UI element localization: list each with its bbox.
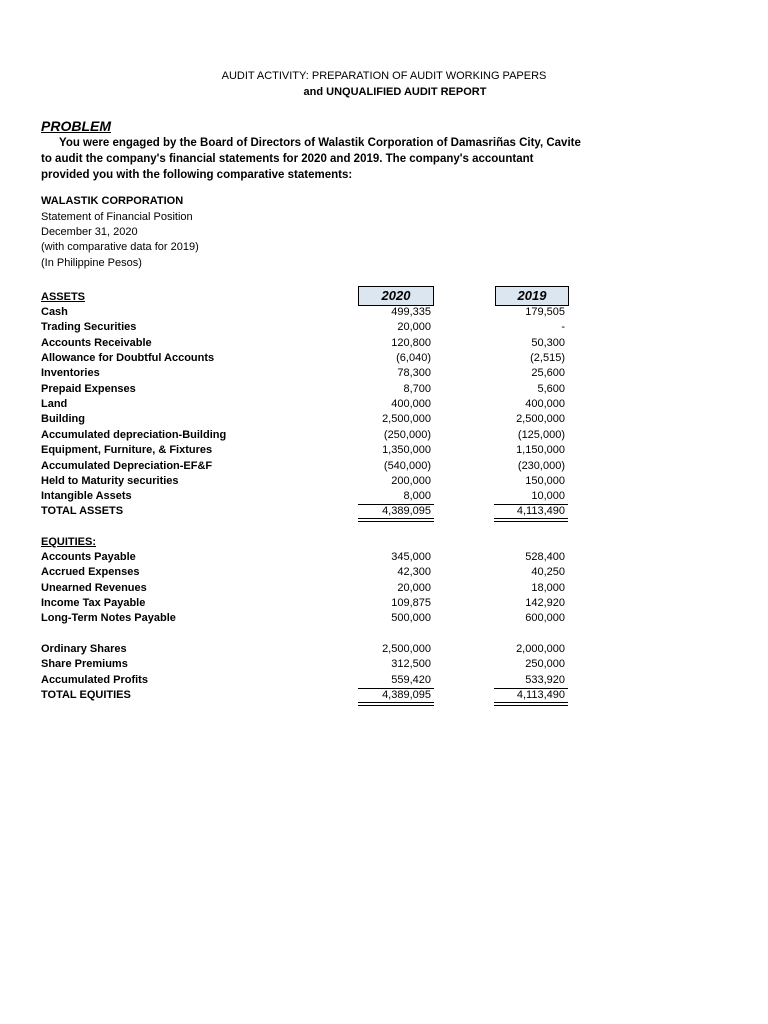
liability-2020: 345,000 xyxy=(391,551,431,563)
problem-text-body: You were engaged by the Board of Directors of Walastik Corporation of Damasriñas City, Cavite to audit the company's financial statements for 2020 and 2019. The company's accountant provided you with the following comparative statements: xyxy=(41,137,581,181)
equity-2020: 559,420 xyxy=(391,673,431,686)
asset-label: Trading Securities xyxy=(41,321,137,334)
asset-2020: 2,500,000 xyxy=(382,413,431,426)
equity-row xyxy=(41,674,581,689)
asset-row xyxy=(41,475,581,490)
liability-row xyxy=(41,566,581,581)
asset-2019: (125,000) xyxy=(517,428,565,441)
asset-2019: 150,000 xyxy=(525,474,565,487)
document-title: AUDIT ACTIVITY: PREPARATION OF AUDIT WORKING PAPERS xyxy=(221,70,547,82)
equity-label: Share Premiums xyxy=(41,658,128,671)
total-equities-2019: 4,113,490 xyxy=(516,689,565,701)
statement-currency: (In Philippine Pesos) xyxy=(41,257,142,269)
asset-row xyxy=(41,413,581,428)
equities-heading: EQUITIES: xyxy=(41,536,97,548)
asset-row xyxy=(41,429,581,444)
asset-2020: 499,335 xyxy=(391,306,431,318)
problem-heading: PROBLEM xyxy=(41,118,111,134)
asset-row xyxy=(41,367,581,382)
problem-text xyxy=(41,135,581,183)
asset-2020: 120,800 xyxy=(391,336,431,349)
equity-2019: 250,000 xyxy=(525,658,565,671)
asset-row xyxy=(41,460,581,475)
liability-2020: 500,000 xyxy=(391,612,431,625)
asset-2019: (2,515) xyxy=(530,352,565,365)
asset-row xyxy=(41,444,581,459)
asset-2020: 8,000 xyxy=(403,490,431,503)
asset-2019: - xyxy=(561,321,565,334)
equity-2020: 2,500,000 xyxy=(382,643,431,655)
total-assets-label: TOTAL ASSETS xyxy=(41,505,124,517)
liability-2020: 109,875 xyxy=(391,597,431,610)
asset-row xyxy=(41,383,581,398)
liability-2019: 528,400 xyxy=(525,551,565,563)
asset-label: Accounts Receivable xyxy=(41,336,152,349)
asset-label: Prepaid Expenses xyxy=(41,382,136,395)
asset-2020: (540,000) xyxy=(383,459,431,472)
asset-2020: 20,000 xyxy=(397,321,431,334)
asset-label: Building xyxy=(41,413,85,426)
equity-label: Ordinary Shares xyxy=(41,643,127,655)
liability-label: Unearned Revenues xyxy=(41,581,147,594)
asset-2020: 400,000 xyxy=(391,398,431,411)
liability-label: Accounts Payable xyxy=(41,551,136,563)
equity-row xyxy=(41,658,581,673)
asset-row xyxy=(41,337,581,352)
asset-2019: 2,500,000 xyxy=(516,413,565,426)
liability-2020: 42,300 xyxy=(397,566,431,579)
asset-label: Inventories xyxy=(41,367,100,380)
equity-2019: 533,920 xyxy=(525,673,565,686)
asset-label: Land xyxy=(41,398,68,411)
liability-label: Accrued Expenses xyxy=(41,566,140,579)
asset-2019: 50,300 xyxy=(531,336,565,349)
asset-2020: 1,350,000 xyxy=(382,444,431,457)
total-equities-label: TOTAL EQUITIES xyxy=(41,689,131,701)
asset-2019: 1,150,000 xyxy=(516,444,565,457)
asset-row xyxy=(41,306,581,321)
liability-2019: 40,250 xyxy=(531,566,565,579)
liability-row xyxy=(41,597,581,612)
asset-label: Allowance for Doubtful Accounts xyxy=(41,352,215,365)
company-name: WALASTIK CORPORATION xyxy=(41,195,184,207)
document-subtitle: and UNQUALIFIED AUDIT REPORT xyxy=(303,86,487,98)
asset-2020: 78,300 xyxy=(397,367,431,380)
asset-2019: 25,600 xyxy=(531,367,565,380)
asset-2019: 10,000 xyxy=(531,490,565,503)
equity-2019: 2,000,000 xyxy=(516,643,565,655)
assets-heading-row xyxy=(41,291,581,306)
asset-2020: 8,700 xyxy=(403,382,431,395)
asset-label: Accumulated depreciation-Building xyxy=(41,428,227,441)
statement-date: December 31, 2020 xyxy=(41,226,138,238)
total-assets-2019: 4,113,490 xyxy=(516,505,565,517)
asset-row xyxy=(41,398,581,413)
liability-2019: 600,000 xyxy=(525,612,565,625)
asset-2020: (250,000) xyxy=(383,428,431,441)
statement-name: Statement of Financial Position xyxy=(41,211,193,223)
year-header-2019: 2019 xyxy=(495,286,569,306)
total-assets-2020: 4,389,095 xyxy=(382,505,431,517)
liability-label: Long-Term Notes Payable xyxy=(41,612,176,625)
asset-label: Accumulated Depreciation-EF&F xyxy=(41,459,213,472)
asset-row xyxy=(41,321,581,336)
asset-label: Equipment, Furniture, & Fixtures xyxy=(41,444,213,457)
equity-2020: 312,500 xyxy=(391,658,431,671)
asset-row xyxy=(41,490,581,505)
assets-heading: ASSETS xyxy=(41,291,86,303)
assets-total-double-rule-2019 xyxy=(494,518,568,522)
asset-2020: (6,040) xyxy=(396,352,431,365)
total-equities-2020: 4,389,095 xyxy=(382,689,431,701)
liability-label: Income Tax Payable xyxy=(41,597,146,610)
asset-2019: 179,505 xyxy=(525,306,565,318)
asset-2019: 5,600 xyxy=(537,382,565,395)
asset-2019: 400,000 xyxy=(525,398,565,411)
equities-total-double-rule-2019 xyxy=(494,702,568,706)
asset-2020: 200,000 xyxy=(391,474,431,487)
liability-2019: 142,920 xyxy=(525,597,565,610)
liability-2020: 20,000 xyxy=(397,581,431,594)
liability-row xyxy=(41,612,581,627)
asset-2019: (230,000) xyxy=(517,459,565,472)
liability-2019: 18,000 xyxy=(531,581,565,594)
liability-row xyxy=(41,551,581,566)
equities-total-double-rule-2020 xyxy=(358,702,434,706)
equity-row xyxy=(41,643,581,658)
asset-label: Intangible Assets xyxy=(41,490,132,503)
asset-label: Held to Maturity securities xyxy=(41,474,179,487)
year-header-2020: 2020 xyxy=(358,286,434,306)
liability-row xyxy=(41,582,581,597)
equities-heading-row xyxy=(41,536,581,551)
asset-label: Cash xyxy=(41,306,68,318)
assets-total-double-rule-2020 xyxy=(358,518,434,522)
asset-row xyxy=(41,352,581,367)
statement-comparative: (with comparative data for 2019) xyxy=(41,241,199,253)
equity-label: Accumulated Profits xyxy=(41,673,148,686)
